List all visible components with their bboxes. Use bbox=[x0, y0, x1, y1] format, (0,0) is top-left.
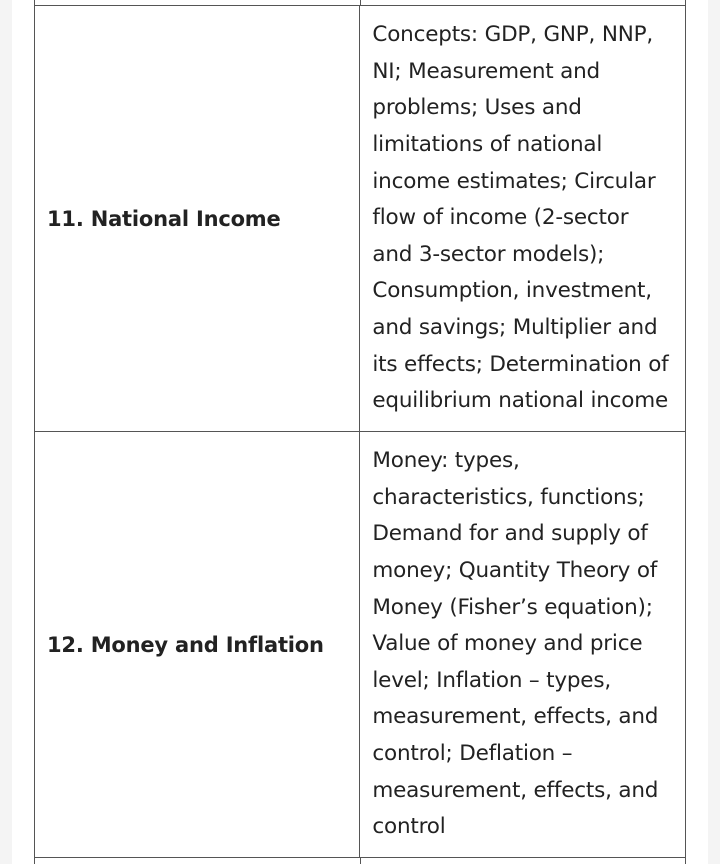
topic-title: 12. Money and Inflation bbox=[47, 632, 324, 657]
content-cell bbox=[360, 6, 686, 432]
topic-cell bbox=[35, 6, 360, 432]
topic-content: Concepts: GDP, GNP, NNP, NI; Measurement and problems; Uses and limitations of national income estimates; Circular flow of income (2-sector and 3-sector models); Consumption, investment, and savings; Multiplier and its effects; Determination of equilibrium national income bbox=[372, 22, 669, 414]
syllabus-table bbox=[34, 5, 686, 858]
topic-cell bbox=[35, 432, 360, 858]
topic-content: Money: types, characteristics, functions; Demand for and supply of money; Quantity Theory of Money (Fisher’s equation); Value of money and price level; Inflation – types, measurement, effects, and control; Deflation – measurement, effects, and control bbox=[372, 448, 659, 840]
table-row bbox=[35, 6, 686, 432]
content-cell bbox=[360, 432, 686, 858]
next-row-edge bbox=[34, 857, 686, 864]
topic-title: 11. National Income bbox=[47, 206, 281, 231]
column-divider bbox=[360, 857, 361, 864]
table-row bbox=[35, 432, 686, 858]
